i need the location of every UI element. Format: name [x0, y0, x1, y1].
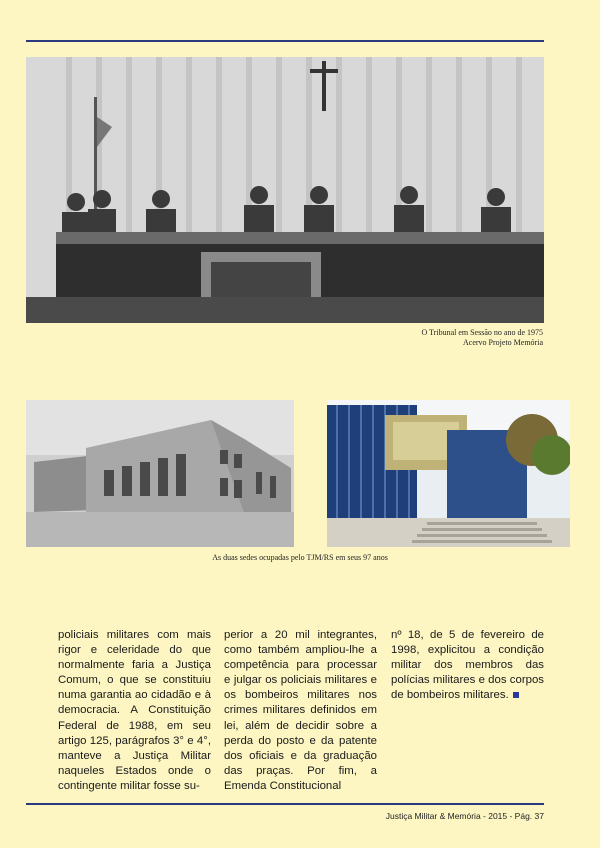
tribunal-caption-line1: O Tribunal em Sessão no ano de 1975: [421, 328, 543, 337]
tribunal-photo-caption: [323, 328, 543, 348]
top-rule: [26, 40, 544, 42]
tribunal-session-photo: [26, 57, 544, 323]
article-column-3: [391, 628, 544, 703]
article-column-3-text: nº 18, de 5 de fevereiro de 1998, explicitou a condição militar dos membros das polícias militares e dos corpos de bombeiros militares.: [391, 629, 544, 702]
headquarters-photos-caption: As duas sedes ocupadas pelo TJM/RS em seus 97 anos: [212, 553, 388, 562]
page-footer: Justiça Militar & Memória - 2015 - Pág. 37: [385, 811, 544, 821]
tribunal-caption-line2: Acervo Projeto Memória: [463, 338, 543, 347]
end-of-article-mark: [513, 692, 519, 698]
article-column-2: perior a 20 mil integrantes, como também ampliou-lhe a competência para processar e julgar os policiais militares e os bombeiros militares nos crimes militares definidos em lei, além de decidir sobre a perda do posto e da patente dos oficiais e da graduação das praças. Por fim, a Emenda Constitucional: [224, 629, 377, 792]
bottom-rule: [26, 803, 544, 805]
article-column-1: policiais militares com mais rigor e celeridade do que normalmente faria a Justiça Comum, o que se constituiu numa garantia ao cidadão e à democracia. A Constituição Federal de 1988, em seu artigo 125, parágrafos 3° e 4°, manteve a Justiça Militar naqueles Estados onde o contingente militar fosse su-: [58, 629, 211, 792]
modern-headquarters-photo: [327, 400, 570, 547]
old-headquarters-photo: [26, 400, 294, 547]
